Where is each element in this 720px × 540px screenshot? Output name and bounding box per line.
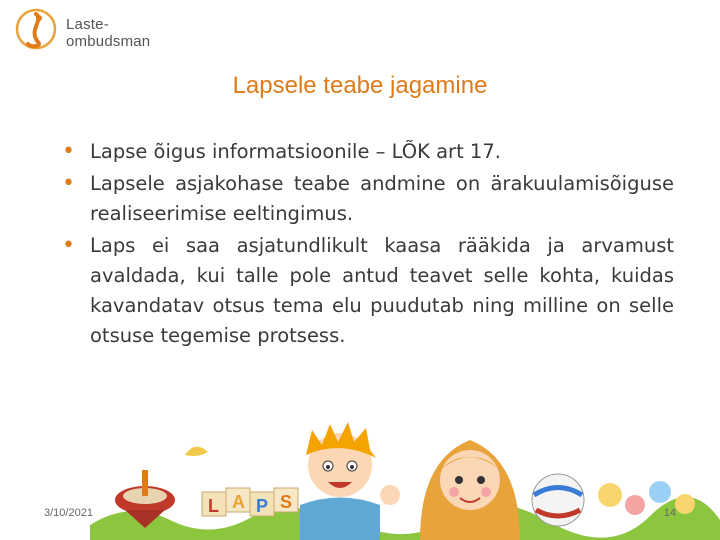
- slide-title: Lapsele teabe jagamine: [232, 72, 488, 99]
- bullet-item: [62, 169, 674, 229]
- block-letter: S: [280, 492, 293, 512]
- bullet-list: [62, 137, 674, 353]
- girl-illustration: [420, 440, 520, 540]
- children-illustration: [90, 400, 720, 540]
- logo-text-line1: Laste-: [66, 16, 109, 33]
- bird-illustration: [185, 447, 208, 456]
- logo-mark-icon: [14, 6, 58, 52]
- slide-date: 3/10/2021: [44, 507, 93, 519]
- bullet-dot-icon: •: [62, 233, 75, 258]
- block-letter: P: [256, 496, 269, 516]
- bullet-text: Laps ei saa asjatundlikult kaasa rääkida ja arvamust avaldada, kui talle pole antud teavet selle kohta, kuidas kavandatav otsus tema elu puudutab ning milline on selle otsuse tegemise protsess.: [90, 234, 674, 347]
- block-letter: A: [232, 492, 245, 512]
- bullet-dot-icon: •: [62, 171, 75, 196]
- ball-illustration: [532, 474, 584, 526]
- block-letter: L: [208, 496, 219, 516]
- slide-page-number: 14: [663, 507, 676, 519]
- bullet-dot-icon: •: [62, 139, 75, 164]
- flowers-illustration: [598, 481, 695, 515]
- bullet-text: Lapse õigus informatsioonile – LÕK art 17.: [90, 140, 501, 163]
- logo-text-line2: ombudsman: [66, 33, 151, 50]
- bullet-item: [62, 231, 674, 351]
- laste-ombudsman-logo: [14, 6, 174, 56]
- bullet-text: Lapsele asjakohase teabe andmine on ärakuulamisõiguse realiseerimise eeltingimus.: [90, 172, 674, 225]
- bullet-item: [62, 137, 674, 167]
- boy-illustration: [300, 422, 400, 540]
- letter-blocks-illustration: [202, 488, 298, 516]
